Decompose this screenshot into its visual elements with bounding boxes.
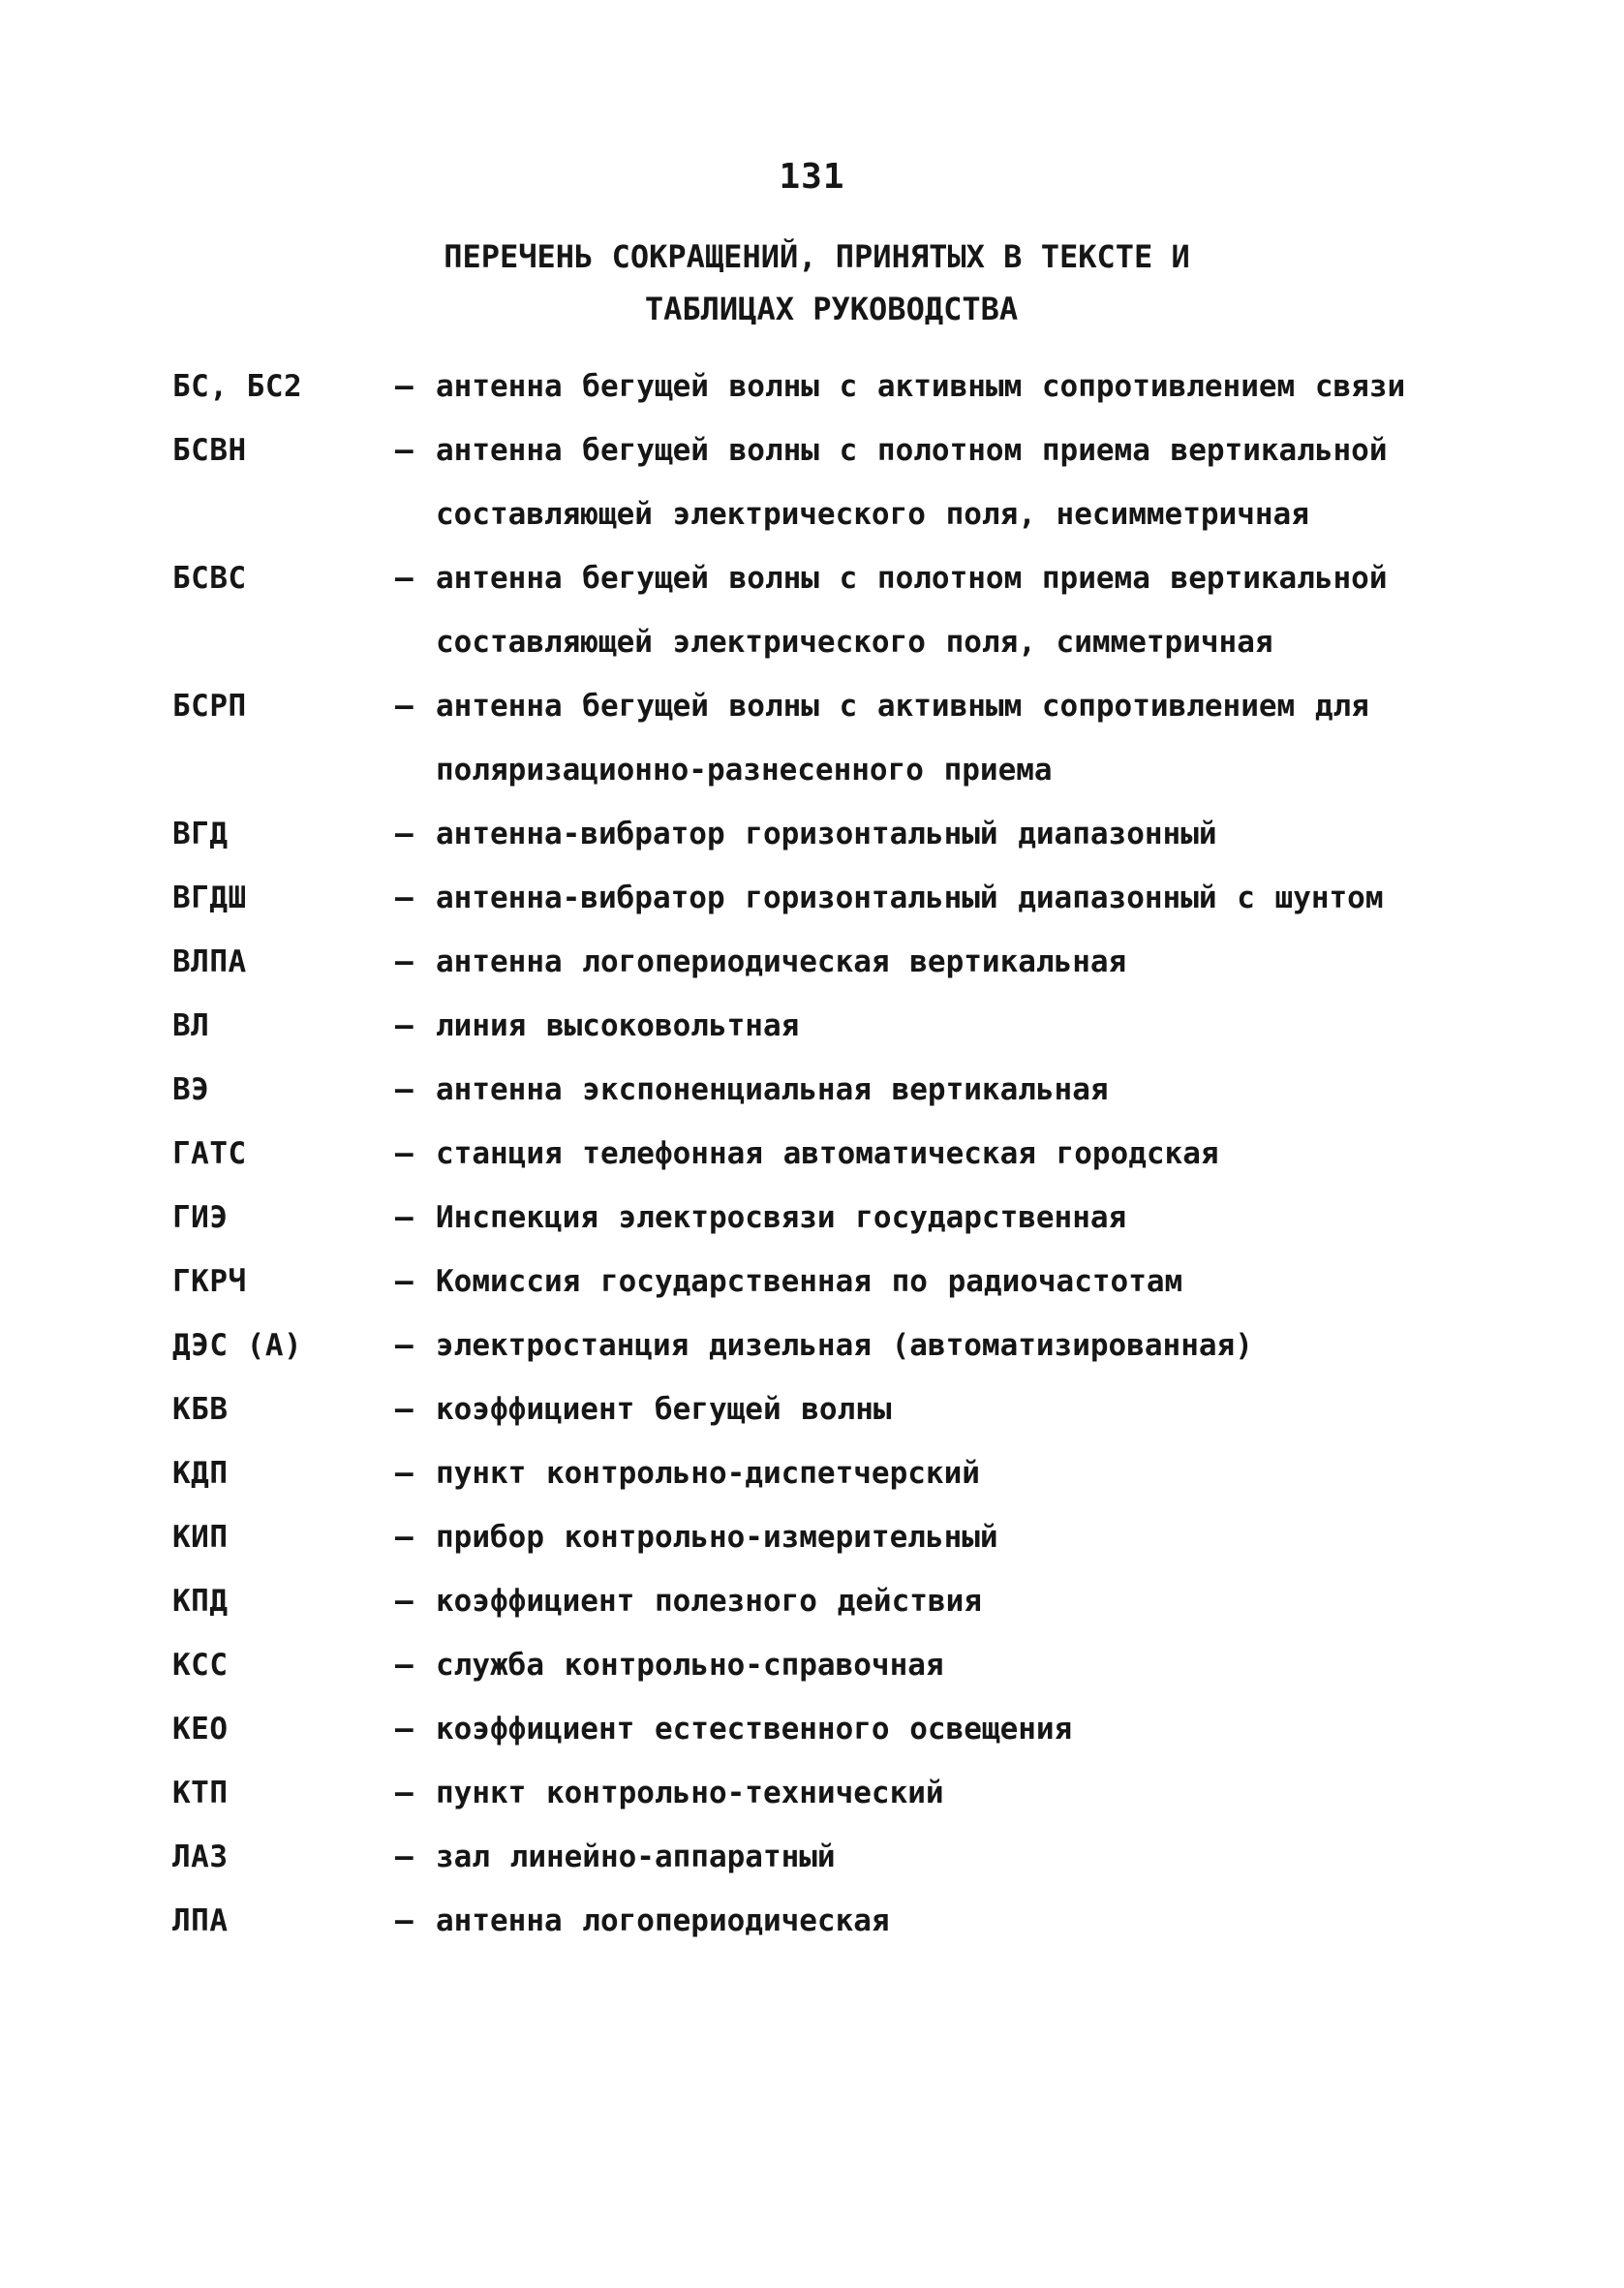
abbreviation-definition: пункт контрольно-технический bbox=[436, 1776, 944, 1810]
dash-separator: – bbox=[395, 1584, 414, 1619]
dash-separator: – bbox=[395, 1776, 414, 1810]
abbreviation-definition: антенна-вибратор горизонтальный диапазонный bbox=[436, 817, 1217, 851]
list-item bbox=[0, 355, 1624, 418]
abbreviation-term: КТП bbox=[172, 1776, 229, 1810]
abbreviation-definition: антенна бегущей волны с полотном приема вертикальной составляющей электрического поля, несимметричная bbox=[436, 433, 1388, 532]
abbreviation-term: БСВН bbox=[172, 433, 247, 468]
abbreviation-term: ЛАЗ bbox=[172, 1840, 229, 1874]
list-item bbox=[0, 802, 1624, 866]
list-item bbox=[0, 1889, 1624, 1953]
page-title-line-2: ТАБЛИЦАХ РУКОВОДСТВА bbox=[644, 291, 1019, 327]
abbreviation-definition: служба контрольно-справочная bbox=[436, 1648, 944, 1683]
abbreviation-term: КЕО bbox=[172, 1712, 229, 1747]
abbreviation-term: БСРП bbox=[172, 689, 247, 724]
list-item bbox=[0, 1761, 1624, 1825]
dash-separator: – bbox=[395, 369, 414, 404]
list-item bbox=[0, 546, 1624, 674]
list-item bbox=[0, 1441, 1624, 1505]
list-item bbox=[0, 1250, 1624, 1314]
abbreviation-definition: пункт контрольно-диспетчерский bbox=[436, 1456, 980, 1491]
dash-separator: – bbox=[395, 1520, 414, 1555]
abbreviation-definition: станция телефонная автоматическая городская bbox=[436, 1136, 1219, 1171]
abbreviation-term: ЛПА bbox=[172, 1903, 229, 1938]
dash-separator: – bbox=[395, 1200, 414, 1235]
list-item bbox=[0, 1505, 1624, 1569]
dash-separator: – bbox=[395, 1903, 414, 1938]
list-item bbox=[0, 1314, 1624, 1377]
abbreviation-definition: коэффициент бегущей волны bbox=[436, 1392, 892, 1427]
dash-separator: – bbox=[395, 1392, 414, 1427]
abbreviation-term: КПД bbox=[172, 1584, 229, 1619]
abbreviation-term: ГАТС bbox=[172, 1136, 247, 1171]
abbreviation-term: КБВ bbox=[172, 1392, 229, 1427]
abbreviation-term: ВГДШ bbox=[172, 881, 247, 915]
abbreviation-list bbox=[0, 355, 1624, 1953]
list-item bbox=[0, 1377, 1624, 1441]
dash-separator: – bbox=[395, 1840, 414, 1874]
abbreviation-definition: антенна бегущей волны с полотном приема вертикальной составляющей электрического поля, симметричная bbox=[436, 561, 1388, 660]
page-title bbox=[0, 231, 1624, 335]
abbreviation-definition: зал линейно-аппаратный bbox=[436, 1840, 836, 1874]
dash-separator: – bbox=[395, 1712, 414, 1747]
list-item bbox=[0, 1122, 1624, 1186]
dash-separator: – bbox=[395, 1264, 414, 1299]
list-item bbox=[0, 1697, 1624, 1761]
abbreviation-definition: линия высоковольтная bbox=[436, 1008, 800, 1043]
abbreviation-term: КДП bbox=[172, 1456, 229, 1491]
abbreviation-term: КСС bbox=[172, 1648, 229, 1683]
abbreviation-definition: антенна-вибратор горизонтальный диапазонный с шунтом bbox=[436, 881, 1384, 915]
dash-separator: – bbox=[395, 1008, 414, 1043]
abbreviation-definition: коэффициент естественного освещения bbox=[436, 1712, 1073, 1747]
abbreviation-term: БСВС bbox=[172, 561, 247, 596]
abbreviation-definition: электростанция дизельная (автоматизированная) bbox=[436, 1328, 1253, 1363]
dash-separator: – bbox=[395, 561, 414, 596]
abbreviation-term: ВЭ bbox=[172, 1072, 210, 1107]
list-item bbox=[0, 1569, 1624, 1633]
list-item bbox=[0, 1825, 1624, 1889]
list-item bbox=[0, 930, 1624, 994]
abbreviation-term: ВЛ bbox=[172, 1008, 210, 1043]
dash-separator: – bbox=[395, 1648, 414, 1683]
abbreviation-term: ВГД bbox=[172, 817, 229, 851]
dash-separator: – bbox=[395, 1136, 414, 1171]
dash-separator: – bbox=[395, 1328, 414, 1363]
dash-separator: – bbox=[395, 944, 414, 979]
abbreviation-term: ВЛПА bbox=[172, 944, 247, 979]
abbreviation-term: ДЭС (А) bbox=[172, 1328, 303, 1363]
list-item bbox=[0, 418, 1624, 546]
abbreviation-term: БС, БС2 bbox=[172, 369, 303, 404]
list-item bbox=[0, 1186, 1624, 1250]
dash-separator: – bbox=[395, 433, 414, 468]
abbreviation-definition: Инспекция электросвязи государственная bbox=[436, 1200, 1127, 1235]
abbreviation-term: КИП bbox=[172, 1520, 229, 1555]
abbreviation-definition: антенна бегущей волны с активным сопротивлением связи bbox=[436, 369, 1406, 404]
abbreviation-definition: антенна логопериодическая bbox=[436, 1903, 890, 1938]
abbreviation-definition: антенна бегущей волны с активным сопротивлением для поляризационно-разнесенного приема bbox=[436, 689, 1369, 788]
list-item bbox=[0, 994, 1624, 1058]
abbreviation-definition: коэффициент полезного действия bbox=[436, 1584, 982, 1619]
list-item bbox=[0, 674, 1624, 802]
abbreviation-definition: Комиссия государственная по радиочастотам bbox=[436, 1264, 1183, 1299]
list-item bbox=[0, 1633, 1624, 1697]
page-title-line-1: ПЕРЕЧЕНЬ СОКРАЩЕНИЙ, ПРИНЯТЫХ В ТЕКСТЕ И bbox=[444, 238, 1190, 275]
dash-separator: – bbox=[395, 817, 414, 851]
page-number: 131 bbox=[779, 157, 845, 197]
list-item bbox=[0, 1058, 1624, 1122]
list-item bbox=[0, 866, 1624, 930]
dash-separator: – bbox=[395, 689, 414, 724]
abbreviation-definition: антенна логопериодическая вертикальная bbox=[436, 944, 1127, 979]
abbreviation-term: ГИЭ bbox=[172, 1200, 229, 1235]
abbreviation-definition: антенна экспоненциальная вертикальная bbox=[436, 1072, 1109, 1107]
abbreviation-definition: прибор контрольно-измерительный bbox=[436, 1520, 998, 1555]
dash-separator: – bbox=[395, 881, 414, 915]
dash-separator: – bbox=[395, 1072, 414, 1107]
dash-separator: – bbox=[395, 1456, 414, 1491]
abbreviation-term: ГКРЧ bbox=[172, 1264, 247, 1299]
